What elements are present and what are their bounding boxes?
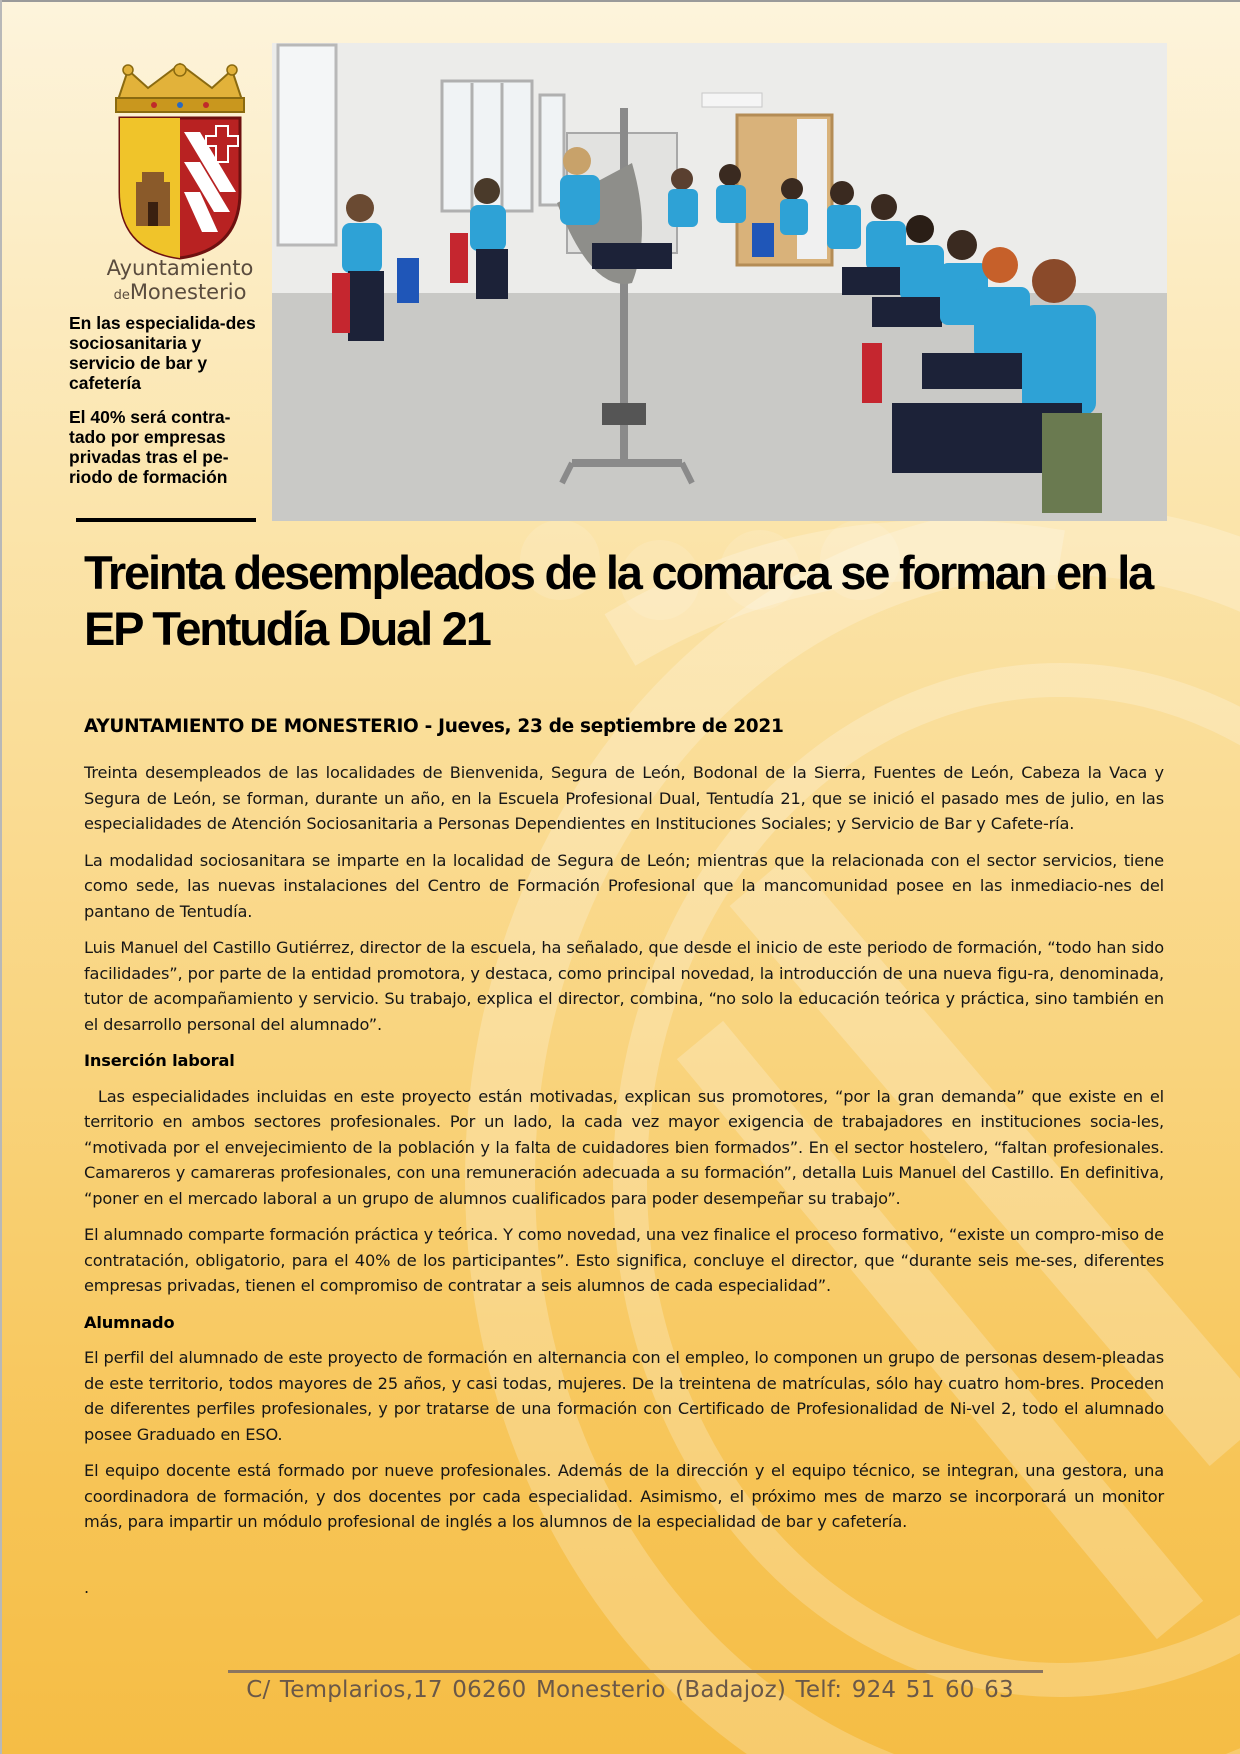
article-paragraph: El perfil del alumnado de este proyecto de formación en alternancia con el empleo, lo componen un grupo de personas desem-pleadas de este territorio, todos mayores de 25 años, y casi todas, mujeres. De la treintena de matrículas, sólo hay cuatro hom-bres. Proceden de diferentes perfiles profesionales, y por tratarse de una formación con Certificado de Profesionalidad de Ni-vel 2, todo el alumnado posee Graduado en ESO. xyxy=(84,1348,1164,1444)
subheading-insercion-laboral: Inserción laboral xyxy=(84,1051,235,1070)
sidebar-divider xyxy=(76,518,256,522)
logo-town-name: Monesterio xyxy=(129,280,247,304)
article-paragraph: El equipo docente está formado por nueve profesionales. Además de la dirección y el equipo técnico, se integran, una gestora, una coordinadora de formación, y dos docentes por cada especialidad. Asimismo, el próximo mes de marzo se incorporará un monitor más, para impartir un módulo profesional de inglés a los alumnos de la especialidad de bar y cafetería. xyxy=(84,1461,1164,1531)
footer-divider xyxy=(228,1670,1043,1673)
subheading-alumnado: Alumnado xyxy=(84,1312,175,1332)
page-left-border xyxy=(0,0,2,1754)
classroom-photo xyxy=(272,43,1167,521)
logo-line-monesterio xyxy=(90,280,270,308)
sidebar-highlights xyxy=(69,313,259,501)
logo-prefix-de: de xyxy=(113,288,130,303)
article-paragraph: Treinta desempleados de las localidades de Bienvenida, Segura de León, Bodonal de la Sierra, Fuentes de León, Cabeza la Vaca y Segura de León, se forman, durante un año, en la Escuela Profesional Dual, Tentudía 21, que se inició el pasado mes de julio, en las especialidades de Atención Sociosanitaria a Personas Dependientes en Instituciones Sociales; y Servicio de Bar y Cafete-ría. xyxy=(84,763,1164,833)
article-headline: Treinta desempleados de la comarca se forman en la EP Tentudía Dual 21 xyxy=(84,546,1153,655)
page-top-border xyxy=(0,0,1240,2)
sidebar-highlight: El 40% será contra-tado por empresas privadas tras el pe-riodo de formación xyxy=(69,407,231,487)
article-paragraph: La modalidad sociosanitara se imparte en la localidad de Segura de León; mientras que la relacionada con el sector servicios, tiene como sede, las nuevas instalaciones del Centro de Formación Profesional que la mancomunidad posee en las inmediacio-nes del pantano de Tentudía. xyxy=(84,850,1164,921)
article-paragraph: El alumnado comparte formación práctica y teórica. Y como novedad, una vez finalice el proceso formativo, “existe un compro-miso de contratación, obligatorio, para el 40% de los participantes”. Esto significa, concluye el director, que “durante seis me-ses, diferentes empresas privadas, tienen el compromiso de contratar a seis alumnos de cada especialidad”. xyxy=(84,1225,1164,1295)
article-paragraph: Las especialidades incluidas en este proyecto están motivadas, explican sus promotores, “por la gran demanda” que existe en el territorio en ambos sectores profesionales. Por un lado, la cada vez mayor exigencia de trabajadores en instituciones socia-les, “motivada por el envejecimiento de la población y la falta de cuidadores bien formados”. En el sector hostelero, “faltan profesionales. Camareros y camareras profesionales, con una remuneración adecuada a su formación”, detalla Luis Manuel del Castillo. En definitiva, “poner en el mercado laboral a un grupo de alumnos cualificados para poder desempeñar su trabajo”. xyxy=(84,1086,1169,1208)
trailing-mark: . xyxy=(84,1577,89,1597)
article-dateline: AYUNTAMIENTO DE MONESTERIO - Jueves, 23 de septiembre de 2021 xyxy=(84,716,784,737)
article-paragraph: Luis Manuel del Castillo Gutiérrez, director de la escuela, ha señalado, que desde el inicio de este periodo de formación, “todo han sido facilidades”, por parte de la entidad promotora, y destaca, como principal novedad, la introducción de una nueva figu-ra, denominada, tutor de acompañamiento y servicio. Su trabajo, explica el director, combina, “no solo la educación teórica y práctica, sino también en el desarrollo personal del alumnado”. xyxy=(84,938,1164,1034)
article-body xyxy=(84,760,1169,1611)
sidebar-highlight: En las especialida-des sociosanitaria y servicio de bar y cafetería xyxy=(69,313,256,393)
logo-wordmark xyxy=(90,256,270,308)
logo-line-ayuntamiento: Ayuntamiento xyxy=(106,256,254,280)
footer-address: C/ Templarios,17 06260 Monesterio (Badajoz) Telf: 924 51 60 63 xyxy=(246,1677,1014,1703)
